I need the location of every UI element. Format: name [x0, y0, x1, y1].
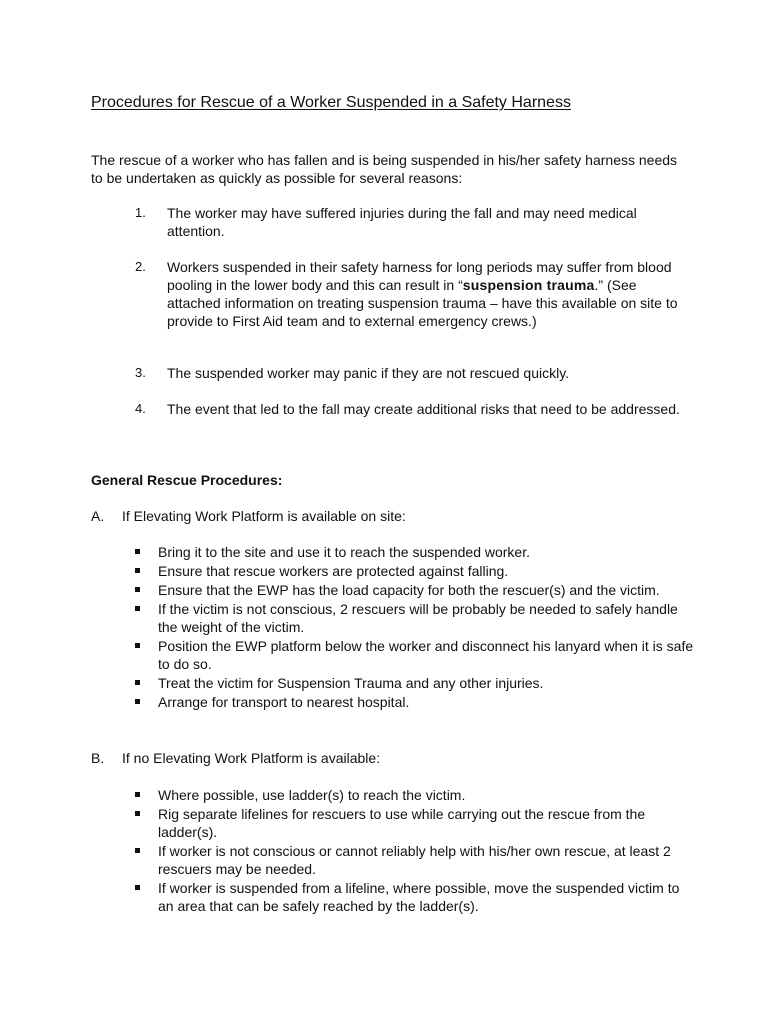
- reason-text-before: Workers suspended in their safety harness for long periods may suffer from blood pooling in the lower body and this can result in “: [167, 259, 672, 293]
- list-item-text: If worker is suspended from a lifeline, where possible, move the suspended victim to an area that can be safely reached by the ladder(s).: [158, 880, 680, 914]
- list-item-text: Arrange for transport to nearest hospital.: [158, 694, 410, 710]
- general-procedures-heading: General Rescue Procedures:: [91, 472, 283, 488]
- section-heading-text: If no Elevating Work Platform is available:: [122, 750, 381, 766]
- section-a-heading: [91, 508, 691, 524]
- section-letter: B.: [91, 750, 105, 766]
- intro-paragraph: The rescue of a worker who has fallen and is being suspended in his/her safety harness needs to be undertaken as quickly as possible for several reasons:: [91, 152, 678, 186]
- reason-number: 1.: [135, 205, 146, 220]
- reason-number: 2.: [135, 259, 146, 274]
- reason-item-4: [91, 400, 691, 418]
- reason-text-after: .” (See attached information on treating suspension trauma – have this available on site to provide to First Aid team and to external emergency crews.): [167, 277, 678, 329]
- bullet-square-icon: [135, 568, 140, 573]
- section-letter: A.: [91, 508, 105, 524]
- list-item: [135, 674, 695, 692]
- bullet-square-icon: [135, 848, 140, 853]
- reason-bold-term: suspension trauma: [462, 277, 595, 293]
- reason-number: 4.: [135, 401, 146, 416]
- list-item-text: Treat the victim for Suspension Trauma and any other injuries.: [158, 675, 544, 691]
- list-item: [135, 842, 695, 878]
- bullet-square-icon: [135, 885, 140, 890]
- list-item-text: Bring it to the site and use it to reach the suspended worker.: [158, 544, 530, 560]
- list-item: [135, 786, 695, 804]
- document-title: Procedures for Rescue of a Worker Suspended in a Safety Harness: [91, 94, 571, 111]
- section-b-heading: [91, 750, 691, 766]
- bullet-square-icon: [135, 643, 140, 648]
- bullet-square-icon: [135, 606, 140, 611]
- bullet-square-icon: [135, 811, 140, 816]
- list-item-text: If worker is not conscious or cannot reliably help with his/her own rescue, at least 2 rescuers may be needed.: [158, 843, 671, 877]
- list-item: [135, 581, 695, 599]
- list-item: [135, 805, 695, 841]
- reason-item-3: [91, 364, 691, 382]
- list-item-text: Position the EWP platform below the worker and disconnect his lanyard when it is safe to do so.: [158, 638, 694, 672]
- reason-item-2: [91, 258, 691, 330]
- list-item-text: Where possible, use ladder(s) to reach the victim.: [158, 787, 466, 803]
- list-item: [135, 879, 695, 915]
- reason-text: [167, 258, 687, 330]
- list-item-text: Rig separate lifelines for rescuers to use while carrying out the rescue from the ladder(s).: [158, 806, 646, 840]
- reason-text: The event that led to the fall may create additional risks that need to be addressed.: [167, 401, 680, 417]
- bullet-square-icon: [135, 549, 140, 554]
- bullet-square-icon: [135, 699, 140, 704]
- list-item: [135, 600, 695, 636]
- reason-item-1: [91, 204, 691, 240]
- list-item-text: Ensure that the EWP has the load capacity for both the rescuer(s) and the victim.: [158, 582, 660, 598]
- list-item: [135, 543, 695, 561]
- reason-number: 3.: [135, 365, 146, 380]
- section-heading-text: If Elevating Work Platform is available on site:: [122, 508, 406, 524]
- list-item: [135, 637, 695, 673]
- bullet-square-icon: [135, 587, 140, 592]
- list-item-text: Ensure that rescue workers are protected against falling.: [158, 563, 509, 579]
- bullet-square-icon: [135, 792, 140, 797]
- bullet-square-icon: [135, 680, 140, 685]
- section-a-bullet-list: [135, 543, 695, 712]
- reason-text: The suspended worker may panic if they are not rescued quickly.: [167, 365, 570, 381]
- list-item-text: If the victim is not conscious, 2 rescuers will be probably be needed to safely handle the weight of the victim.: [158, 601, 678, 635]
- list-item: [135, 693, 695, 711]
- section-b-bullet-list: [135, 786, 695, 916]
- list-item: [135, 562, 695, 580]
- reason-text: The worker may have suffered injuries during the fall and may need medical attention.: [167, 205, 637, 239]
